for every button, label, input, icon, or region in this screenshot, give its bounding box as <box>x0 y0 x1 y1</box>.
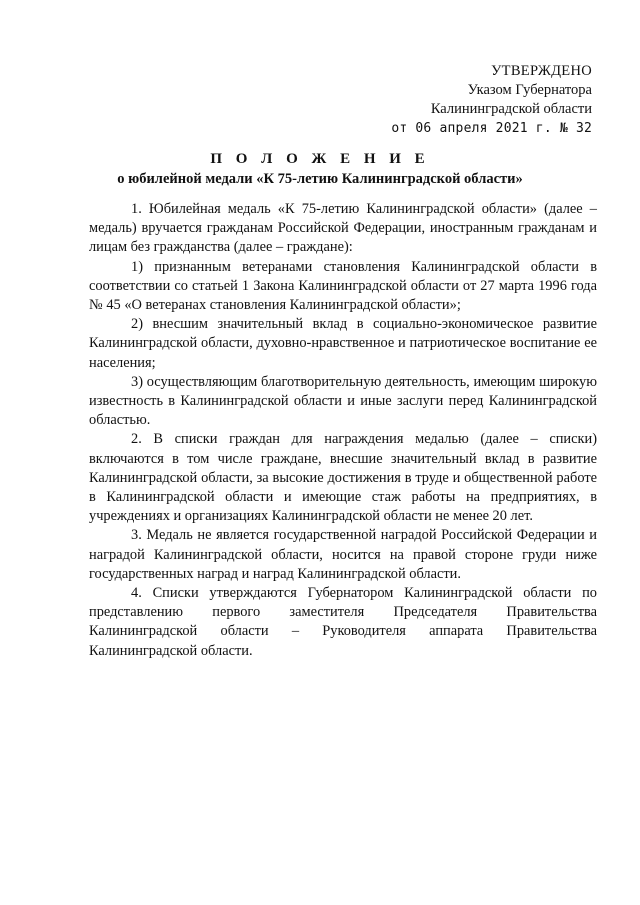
document-title-block <box>0 149 640 189</box>
paragraph-2: 2. В списки граждан для награждения медалью (далее – списки) включаются в том числе граждане, внесшие значительный вклад в развитие Калининградской области, за высокие достижения в труде и общественной работе в Калининградской области и имеющие стаж работы на предприятиях, в учреждениях и организациях Калининградской области не менее 20 лет. <box>89 431 597 525</box>
approval-heading: УТВЕРЖДЕНО <box>491 63 592 79</box>
approval-date-number: от 06 апреля 2021 г. № 32 <box>391 121 592 136</box>
paragraph-1: 1. Юбилейная медаль «К 75-летию Калининградской области» (далее – медаль) вручается гражданам Российской Федерации, иностранным гражданам и лицам без гражданства (далее – граждане): <box>89 201 597 256</box>
approval-decree: Указом Губернатора <box>467 82 592 98</box>
paragraph-1-item-1: 1) признанным ветеранами становления Калининградской области в соответствии со статьей 1 Закона Калининградской области от 27 марта 1996 года № 45 «О ветеранах становления Калининградской области»; <box>89 258 597 314</box>
paragraph-4: 4. Списки утверждаются Губернатором Калининградской области по представлению первого заместителя Председателя Правительства Калининградской области – Руководителя аппарата Правительства Калининградской области. <box>89 585 597 659</box>
approval-stamp <box>292 62 592 138</box>
document-title: П О Л О Ж Е Н И Е <box>210 151 430 167</box>
paragraph-3: 3. Медаль не является государственной наградой Российской Федерации и наградой Калининградской области, носится на правой стороне груди ниже государственных наград и наград Калининградской области. <box>89 527 597 582</box>
approval-region: Калининградской области <box>430 101 592 117</box>
paragraph-1-item-3: 3) осуществляющим благотворительную деятельность, имеющим широкую известность в Калининградской области и иные заслуги перед Калининградской областью. <box>89 373 597 429</box>
document-subtitle: о юбилейной медали «К 75-летию Калининградской области» <box>117 171 523 187</box>
document-body <box>89 200 597 661</box>
paragraph-1-item-2: 2) внесшим значительный вклад в социально-экономическое развитие Калининградской области, духовно-нравственное и патриотическое воспитание ее населения; <box>89 316 597 371</box>
